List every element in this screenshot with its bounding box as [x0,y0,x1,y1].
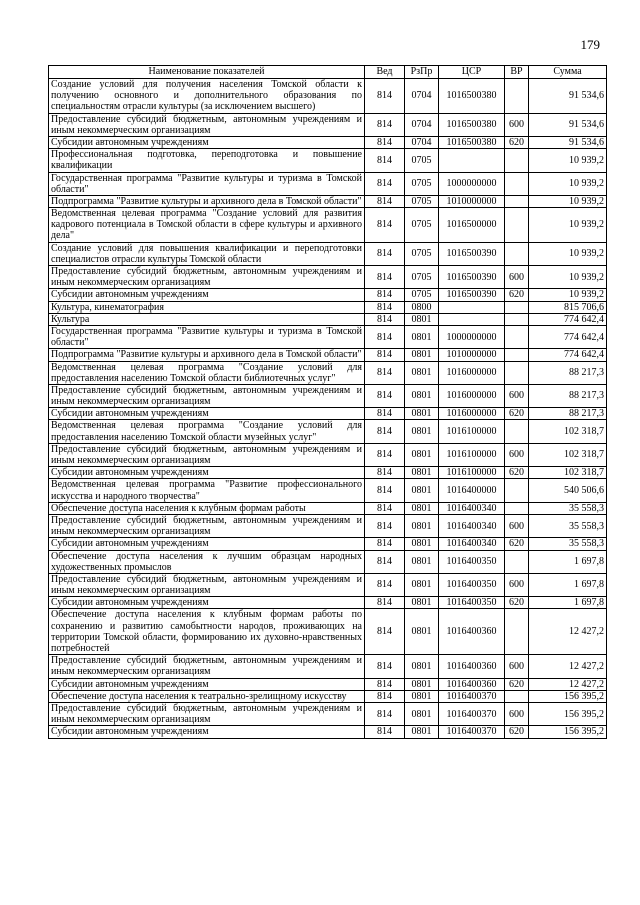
cell-csr: 1016400360 [439,678,505,690]
cell-sum: 88 217,3 [529,408,607,420]
cell-vr: 600 [505,655,529,678]
cell-csr: 1016400340 [439,502,505,514]
cell-name: Предоставление субсидий бюджетным, автономным учреждениям и иным некоммерческим организациям [49,573,365,596]
cell-sum: 774 642,4 [529,349,607,361]
cell-ved: 814 [365,678,405,690]
cell-vr: 620 [505,597,529,609]
cell-csr: 1016500380 [439,79,505,114]
cell-sum: 1 697,8 [529,573,607,596]
cell-csr: 1016500380 [439,136,505,148]
cell-vr [505,242,529,265]
cell-name: Субсидии автономным учреждениям [49,597,365,609]
table-row [49,361,607,384]
cell-name: Обеспечение доступа населения к клубным формам работы [49,502,365,514]
cell-name: Субсидии автономным учреждениям [49,726,365,738]
cell-sum: 91 534,6 [529,79,607,114]
header-ved: Вед [365,66,405,79]
cell-rzpr: 0705 [405,289,439,301]
cell-ved: 814 [365,242,405,265]
table-row [49,726,607,738]
cell-sum: 88 217,3 [529,384,607,407]
cell-name: Предоставление субсидий бюджетным, автономным учреждениям и иным некоммерческим организациям [49,655,365,678]
cell-ved: 814 [365,325,405,348]
cell-sum: 774 642,4 [529,325,607,348]
cell-csr: 1016000000 [439,384,505,407]
cell-csr: 1016400370 [439,702,505,725]
cell-csr: 1000000000 [439,172,505,195]
cell-ved: 814 [365,195,405,207]
cell-name: Государственная программа "Развитие культуры и туризма в Томской области" [49,325,365,348]
table-row [49,79,607,114]
cell-name: Создание условий для повышения квалификации и переподготовки специалистов отрасли культуры Томской области [49,242,365,265]
cell-name: Предоставление субсидий бюджетным, автономным учреждениям и иным некоммерческим организациям [49,443,365,466]
cell-rzpr: 0801 [405,325,439,348]
cell-ved: 814 [365,597,405,609]
cell-vr: 600 [505,266,529,289]
cell-name: Культура [49,313,365,325]
cell-vr: 620 [505,136,529,148]
cell-sum: 156 395,2 [529,726,607,738]
cell-rzpr: 0801 [405,514,439,537]
cell-sum: 1 697,8 [529,597,607,609]
cell-ved: 814 [365,172,405,195]
cell-vr: 620 [505,538,529,550]
header-csr: ЦСР [439,66,505,79]
cell-vr [505,690,529,702]
header-sum: Сумма [529,66,607,79]
header-rzpr: РзПр [405,66,439,79]
cell-ved: 814 [365,467,405,479]
cell-vr: 620 [505,467,529,479]
table-row [49,349,607,361]
cell-sum: 10 939,2 [529,266,607,289]
cell-csr: 1016000000 [439,361,505,384]
table-row [49,678,607,690]
table-row [49,384,607,407]
budget-table [48,65,607,739]
cell-name: Обеспечение доступа населения к лучшим образцам народных художественных промыслов [49,550,365,573]
cell-name: Субсидии автономным учреждениям [49,467,365,479]
cell-ved: 814 [365,136,405,148]
cell-vr [505,502,529,514]
cell-vr [505,195,529,207]
cell-sum: 102 318,7 [529,420,607,443]
table-row [49,690,607,702]
cell-csr: 1016400000 [439,479,505,502]
cell-name: Подпрограмма "Развитие культуры и архивного дела в Томской области" [49,349,365,361]
cell-vr: 600 [505,113,529,136]
header-vr: ВР [505,66,529,79]
cell-ved: 814 [365,702,405,725]
table-body [49,79,607,739]
cell-vr: 620 [505,289,529,301]
table-row [49,538,607,550]
cell-rzpr: 0801 [405,678,439,690]
cell-vr: 620 [505,678,529,690]
table-row [49,208,607,243]
cell-csr: 1016400340 [439,514,505,537]
cell-rzpr: 0704 [405,113,439,136]
cell-rzpr: 0801 [405,408,439,420]
cell-vr [505,79,529,114]
cell-name: Ведомственная целевая программа "Создание условий для развития кадрового потенциала в Томской области в сфере культуры и архивного дела" [49,208,365,243]
cell-csr: 1016400350 [439,597,505,609]
table-row [49,573,607,596]
cell-name: Предоставление субсидий бюджетным, автономным учреждениям и иным некоммерческим организациям [49,384,365,407]
cell-vr: 620 [505,408,529,420]
cell-rzpr: 0801 [405,467,439,479]
cell-ved: 814 [365,443,405,466]
cell-name: Предоставление субсидий бюджетным, автономным учреждениям и иным некоммерческим организациям [49,113,365,136]
cell-sum: 540 506,6 [529,479,607,502]
table-header-row [49,66,607,79]
cell-rzpr: 0704 [405,136,439,148]
cell-sum: 10 939,2 [529,208,607,243]
cell-name: Государственная программа "Развитие культуры и туризма в Томской области" [49,172,365,195]
cell-vr: 620 [505,726,529,738]
table-row [49,609,607,655]
cell-name: Предоставление субсидий бюджетным, автономным учреждениям и иным некоммерческим организациям [49,514,365,537]
cell-ved: 814 [365,349,405,361]
cell-rzpr: 0801 [405,349,439,361]
cell-rzpr: 0801 [405,573,439,596]
cell-csr: 1010000000 [439,195,505,207]
cell-name: Культура, кинематография [49,301,365,313]
cell-vr: 600 [505,514,529,537]
table-row [49,514,607,537]
cell-csr [439,313,505,325]
cell-rzpr: 0801 [405,597,439,609]
cell-csr: 1016400370 [439,726,505,738]
cell-ved: 814 [365,313,405,325]
cell-ved: 814 [365,573,405,596]
cell-sum: 35 558,3 [529,538,607,550]
cell-csr: 1016500000 [439,208,505,243]
cell-name: Профессиональная подготовка, переподготовка и повышение квалификации [49,149,365,172]
cell-ved: 814 [365,79,405,114]
table-row [49,655,607,678]
cell-rzpr: 0705 [405,242,439,265]
cell-rzpr: 0801 [405,550,439,573]
cell-ved: 814 [365,514,405,537]
page-number: 179 [580,37,600,52]
cell-vr [505,479,529,502]
cell-sum: 774 642,4 [529,313,607,325]
cell-csr: 1016500380 [439,113,505,136]
table-row [49,420,607,443]
cell-vr [505,361,529,384]
cell-csr: 1016100000 [439,420,505,443]
cell-ved: 814 [365,550,405,573]
table-row [49,195,607,207]
cell-ved: 814 [365,301,405,313]
cell-vr: 600 [505,384,529,407]
cell-rzpr: 0801 [405,313,439,325]
cell-sum: 12 427,2 [529,678,607,690]
cell-rzpr: 0801 [405,361,439,384]
cell-name: Субсидии автономным учреждениям [49,538,365,550]
cell-ved: 814 [365,361,405,384]
cell-vr [505,420,529,443]
cell-ved: 814 [365,479,405,502]
cell-csr: 1016500390 [439,242,505,265]
table-row [49,149,607,172]
cell-name: Субсидии автономным учреждениям [49,289,365,301]
cell-sum: 88 217,3 [529,361,607,384]
cell-sum: 10 939,2 [529,149,607,172]
cell-vr: 600 [505,702,529,725]
cell-rzpr: 0801 [405,655,439,678]
cell-rzpr: 0801 [405,443,439,466]
cell-csr: 1016400370 [439,690,505,702]
cell-name: Ведомственная целевая программа "Создание условий для предоставления населению Томской области библиотечных услуг" [49,361,365,384]
cell-ved: 814 [365,538,405,550]
cell-name: Обеспечение доступа населения к театрально-зрелищному искусству [49,690,365,702]
cell-rzpr: 0801 [405,479,439,502]
table-row [49,550,607,573]
cell-vr [505,208,529,243]
cell-rzpr: 0801 [405,702,439,725]
cell-csr: 1010000000 [439,349,505,361]
cell-csr: 1016400350 [439,573,505,596]
table-row [49,702,607,725]
cell-rzpr: 0705 [405,195,439,207]
table-row [49,172,607,195]
cell-sum: 10 939,2 [529,289,607,301]
cell-rzpr: 0705 [405,172,439,195]
cell-ved: 814 [365,420,405,443]
cell-vr [505,172,529,195]
cell-ved: 814 [365,384,405,407]
cell-name: Предоставление субсидий бюджетным, автономным учреждениям и иным некоммерческим организациям [49,702,365,725]
cell-ved: 814 [365,408,405,420]
cell-vr [505,301,529,313]
cell-vr [505,349,529,361]
table-row [49,266,607,289]
cell-ved: 814 [365,502,405,514]
table-row [49,597,607,609]
cell-csr [439,149,505,172]
cell-name: Ведомственная целевая программа "Развитие профессионального искусства и народного творчества" [49,479,365,502]
cell-csr: 1016400360 [439,609,505,655]
cell-rzpr: 0705 [405,266,439,289]
cell-rzpr: 0801 [405,502,439,514]
cell-ved: 814 [365,208,405,243]
cell-rzpr: 0801 [405,538,439,550]
table-row [49,325,607,348]
cell-sum: 91 534,6 [529,136,607,148]
cell-vr: 600 [505,573,529,596]
cell-ved: 814 [365,149,405,172]
cell-sum: 102 318,7 [529,443,607,466]
cell-csr: 1016100000 [439,443,505,466]
cell-sum: 156 395,2 [529,690,607,702]
cell-csr: 1000000000 [439,325,505,348]
table-row [49,467,607,479]
header-name: Наименование показателей [49,66,365,79]
cell-name: Предоставление субсидий бюджетным, автономным учреждениям и иным некоммерческим организациям [49,266,365,289]
cell-name: Обеспечение доступа населения к клубным формам работы по сохранению и развитию самобытности народов, проживающих на территории Томской области, формированию их духовно-нравственных потребностей [49,609,365,655]
cell-rzpr: 0801 [405,726,439,738]
cell-rzpr: 0704 [405,79,439,114]
cell-vr [505,550,529,573]
table-row [49,479,607,502]
cell-rzpr: 0800 [405,301,439,313]
cell-ved: 814 [365,726,405,738]
cell-sum: 1 697,8 [529,550,607,573]
cell-ved: 814 [365,113,405,136]
cell-csr: 1016500390 [439,266,505,289]
cell-name: Субсидии автономным учреждениям [49,678,365,690]
cell-vr [505,149,529,172]
cell-name: Подпрограмма "Развитие культуры и архивного дела в Томской области" [49,195,365,207]
table-row [49,443,607,466]
cell-csr: 1016000000 [439,408,505,420]
table-row [49,502,607,514]
cell-sum: 10 939,2 [529,242,607,265]
cell-sum: 815 706,6 [529,301,607,313]
cell-name: Субсидии автономным учреждениям [49,136,365,148]
cell-rzpr: 0705 [405,149,439,172]
cell-csr: 1016500390 [439,289,505,301]
cell-ved: 814 [365,289,405,301]
table-row [49,408,607,420]
cell-sum: 156 395,2 [529,702,607,725]
cell-rzpr: 0801 [405,420,439,443]
table-row [49,113,607,136]
cell-sum: 10 939,2 [529,195,607,207]
table-row [49,242,607,265]
cell-sum: 12 427,2 [529,655,607,678]
cell-sum: 12 427,2 [529,609,607,655]
table-row [49,136,607,148]
cell-csr [439,301,505,313]
cell-vr [505,313,529,325]
cell-rzpr: 0801 [405,690,439,702]
table-row [49,289,607,301]
cell-csr: 1016400360 [439,655,505,678]
cell-sum: 91 534,6 [529,113,607,136]
cell-sum: 35 558,3 [529,502,607,514]
cell-name: Ведомственная целевая программа "Создание условий для предоставления населению Томской области музейных услуг" [49,420,365,443]
cell-csr: 1016400350 [439,550,505,573]
cell-vr [505,609,529,655]
cell-sum: 35 558,3 [529,514,607,537]
cell-sum: 10 939,2 [529,172,607,195]
table-row [49,313,607,325]
cell-ved: 814 [365,690,405,702]
cell-ved: 814 [365,655,405,678]
cell-name: Создание условий для получения населения Томской области к получению основного и дополнительного образования по специальностям отрасли культуры (за исключением высшего) [49,79,365,114]
cell-vr: 600 [505,443,529,466]
cell-vr [505,325,529,348]
cell-rzpr: 0705 [405,208,439,243]
cell-ved: 814 [365,609,405,655]
cell-ved: 814 [365,266,405,289]
cell-rzpr: 0801 [405,384,439,407]
cell-csr: 1016100000 [439,467,505,479]
cell-name: Субсидии автономным учреждениям [49,408,365,420]
cell-rzpr: 0801 [405,609,439,655]
table-row [49,301,607,313]
cell-sum: 102 318,7 [529,467,607,479]
cell-csr: 1016400340 [439,538,505,550]
